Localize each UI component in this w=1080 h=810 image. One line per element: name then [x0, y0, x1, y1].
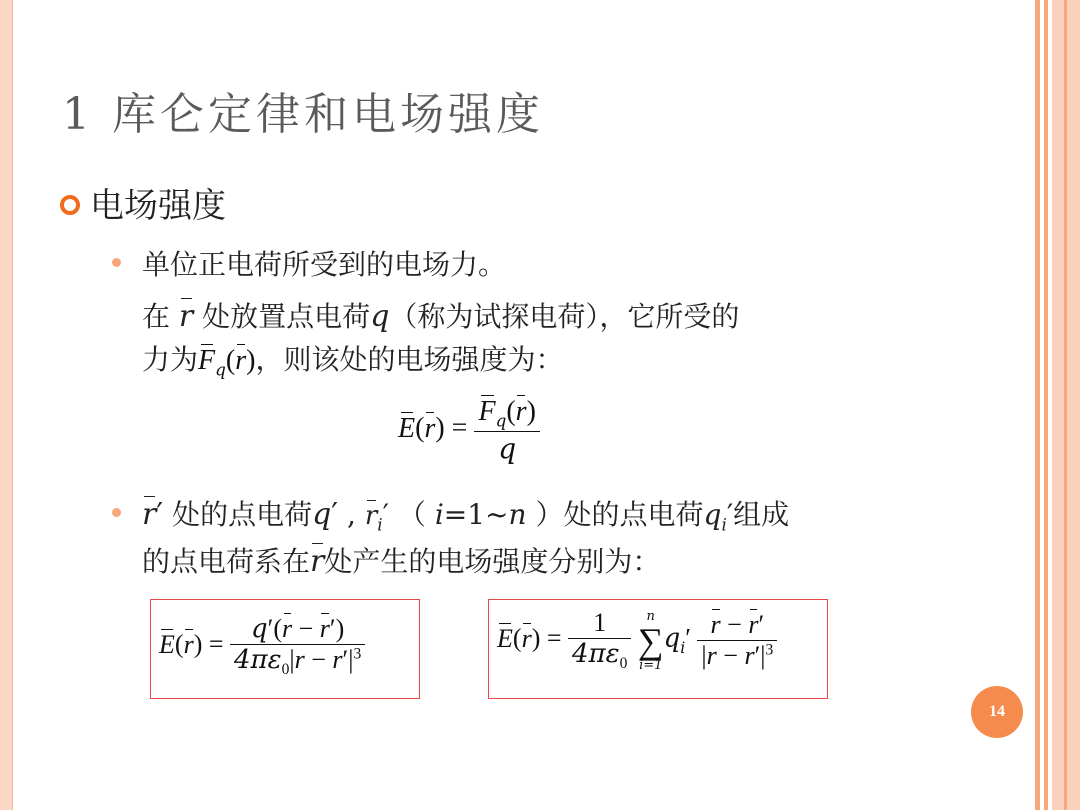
four-pi-epsilon: 4πε: [572, 639, 620, 669]
summation: [638, 610, 664, 672]
numerator-one: 1: [568, 608, 631, 639]
F-vector: F: [198, 345, 216, 376]
text: 在: [142, 300, 171, 333]
i-subscript: i: [680, 638, 686, 657]
r-vector: r: [521, 623, 532, 653]
zero-subscript: 0: [619, 655, 628, 673]
cube-exponent: 3: [353, 645, 362, 663]
text: 处的点电荷: [172, 498, 313, 531]
fraction: [568, 608, 631, 673]
E-vector: E: [497, 623, 513, 653]
paragraph-line: 力为$F_q(r)$，则该处的电场强度为：: [142, 343, 564, 380]
text: 力为: [142, 343, 199, 376]
r-vector: r: [332, 645, 343, 674]
cube-exponent: 3: [765, 641, 774, 659]
q-symbol: q: [250, 614, 268, 644]
r-vector: r: [364, 501, 378, 531]
field-definition-equation: E(r) = $\frac{F_q(r)}{q}$: [398, 396, 540, 465]
four-pi-epsilon: 4πε: [234, 645, 282, 675]
text: 组成: [733, 498, 790, 531]
n-symbol: n: [508, 498, 527, 531]
r-vector: r: [706, 641, 717, 671]
bullet-heading: [60, 178, 226, 227]
r-vector: r: [319, 614, 330, 643]
F-vector: F: [478, 396, 496, 427]
fraction: $\frac{r - r'}{|r - r'|^3}$: [697, 610, 777, 671]
q-symbol: q: [663, 623, 681, 654]
text: ，则该处的电场强度为：: [255, 343, 564, 376]
right-border-stripe: [1044, 0, 1048, 810]
right-border-stripe: [1035, 0, 1040, 810]
sigma-symbol: ∑: [637, 620, 664, 661]
r-vector: r: [424, 412, 436, 444]
r-vector: r: [748, 610, 759, 640]
r-vector: r: [142, 497, 157, 532]
point-charge-field-equation: E(r) = $\frac{q'(r - r')}{4\pi\varepsilon_0|r - r'|^3}$: [159, 614, 365, 679]
slide-title: 1 库仑定律和电场强度: [62, 89, 544, 140]
left-border: [0, 0, 13, 810]
q-denominator: q: [498, 431, 517, 465]
r-vector: r: [178, 299, 194, 334]
charge-system-field-equation: E(r) = $\frac{1}{4\pi\varepsilon_0}$ n ∑ i=1 $q_i'$ $\frac{r - r'}{|r - r'|^3}$: [497, 608, 777, 673]
text: （称为试探电荷），它所受的: [389, 300, 740, 333]
zero-subscript: 0: [281, 661, 290, 679]
r-vector: r: [744, 641, 755, 671]
q-symbol: q: [703, 498, 722, 531]
E-vector: E: [159, 629, 175, 659]
q-symbol: q: [370, 299, 390, 334]
sum-upper-limit: n: [646, 608, 655, 624]
text: 处放置点电荷: [202, 300, 371, 333]
text: 处产生的电场强度分别为：: [324, 545, 661, 578]
page-number-badge: 14: [971, 686, 1023, 738]
right-border-stripe: [1064, 0, 1067, 810]
q-symbol: q: [312, 497, 332, 532]
r-vector: r: [282, 614, 293, 643]
r-vector: r: [710, 610, 721, 640]
definition-text: 单位正电荷所受到的电场力。: [142, 248, 507, 281]
r-vector: r: [515, 396, 527, 427]
r-vector: r: [310, 544, 325, 579]
point-charge-field-equation-box: [150, 599, 420, 699]
charge-system-field-equation-box: [488, 599, 828, 699]
dot-bullet-icon: [112, 258, 121, 267]
i-symbol: i: [434, 498, 444, 531]
r-vector: r: [235, 345, 247, 376]
text: （: [397, 498, 426, 531]
paragraph-line: r′ 处的点电荷q′ , $r_i'$ （ i=1~n ）处的点电荷$q_i'$组成: [142, 497, 790, 535]
q-subscript: q: [215, 359, 226, 380]
i-subscript: i: [377, 514, 383, 535]
text: =1~: [443, 498, 509, 531]
r-vector: r: [294, 645, 305, 674]
r-vector: r: [183, 629, 194, 659]
q-subscript: q: [495, 410, 507, 431]
paragraph-line: [142, 295, 739, 335]
sum-lower-limit: i=1: [639, 657, 663, 673]
dot-bullet-icon: [112, 508, 121, 517]
E-vector: E: [398, 412, 416, 444]
i-subscript: i: [721, 514, 727, 535]
fraction: $\frac{F_q(r)}{q}$: [474, 396, 539, 465]
bullet-heading-text: 电场强度: [90, 186, 226, 226]
fraction: $\frac{q'(r - r')}{4\pi\varepsilon_0|r - r'|^3}$: [230, 614, 365, 679]
text: 的点电荷系在: [142, 545, 311, 578]
paragraph-line: [142, 540, 660, 580]
ring-bullet-icon: [60, 195, 80, 215]
text: ）处的点电荷: [535, 498, 704, 531]
